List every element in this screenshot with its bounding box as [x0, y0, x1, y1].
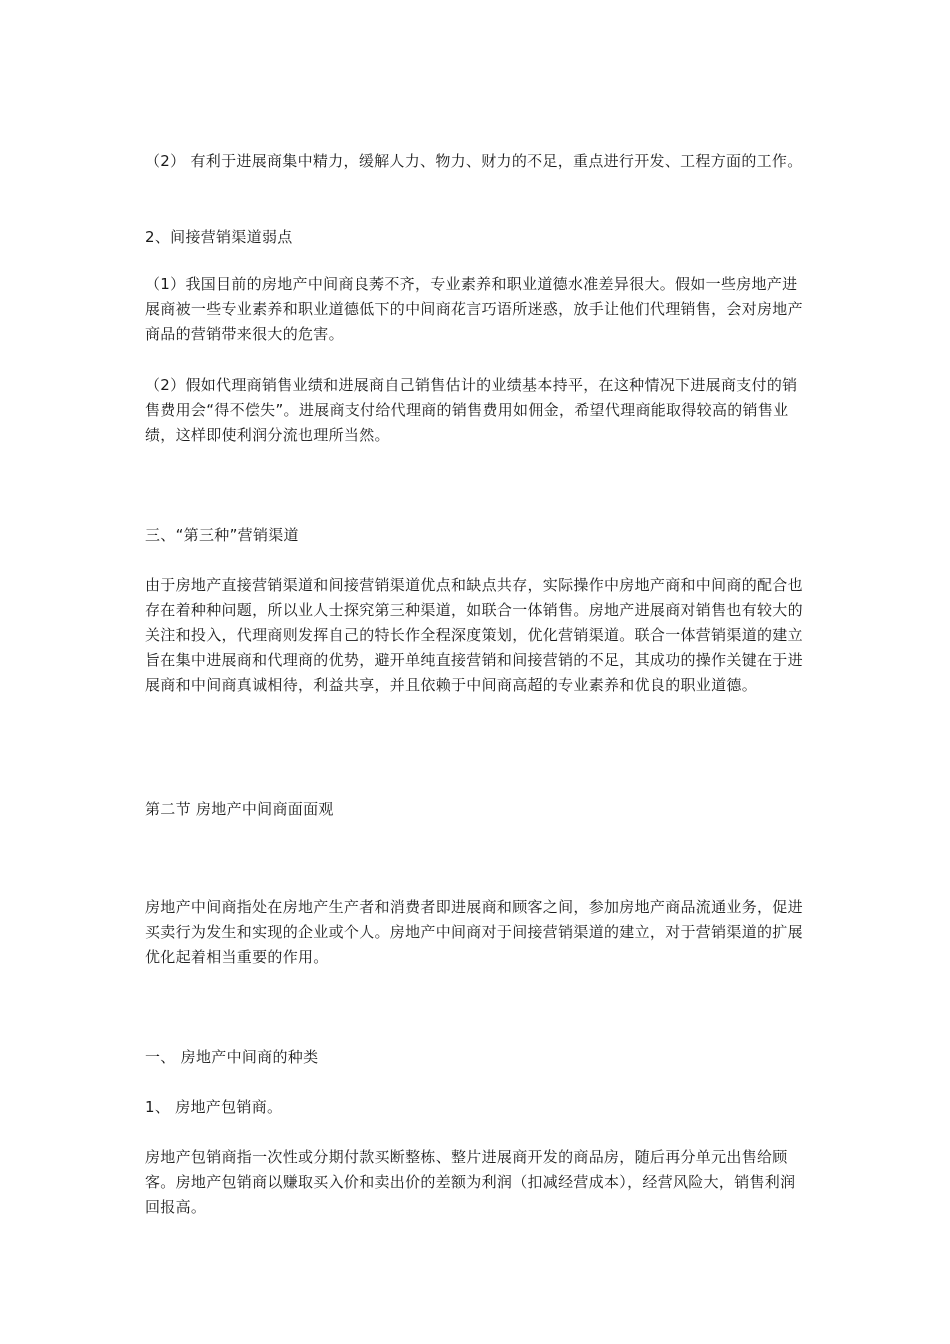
paragraph-package-seller: 房地产包销商指一次性或分期付款买断整栋、整片进展商开发的商品房，随后再分单元出售给顾客。房地产包销商以赚取买入价和卖出价的差额为利润（扣减经营成本），经营风险大，销售利润回报高。 — [145, 1148, 796, 1216]
paragraph-weakness-2: （2）假如代理商销售业绩和进展商自己销售估计的业绩基本持平，在这种情况下进展商支付的销售费用会“得不偿失”。进展商支付给代理商的销售费用如佣金，希望代理商能取得较高的销售业绩，这样即使利润分流也理所当然。 — [145, 376, 798, 444]
heading-third-channel: 三、“第三种”营销渠道 — [145, 526, 299, 544]
heading-indirect-channel-weakness: 2、间接营销渠道弱点 — [145, 228, 293, 246]
heading-section-two: 第二节 房地产中间商面面观 — [145, 800, 334, 818]
paragraph-third-channel: 由于房地产直接营销渠道和间接营销渠道优点和缺点共存，实际操作中房地产商和中间商的配合也存在着种种问题，所以业人士探究第三种渠道，如联合一体销售。房地产进展商对销售也有较大的关注和投入，代理商则发挥自己的特长作全程深度策划，优化营销渠道。联合一体营销渠道的建立旨在集中进展商和代理商的优势，避开单纯直接营销和间接营销的不足，其成功的操作关键在于进展商和中间商真诚相待，利益共享，并且依赖于中间商高超的专业素养和优良的职业道德。 — [145, 576, 803, 694]
heading-package-seller: 1、 房地产包销商。 — [145, 1098, 283, 1116]
paragraph-weakness-1: （1）我国目前的房地产中间商良莠不齐，专业素养和职业道德水准差异很大。假如一些房地产进展商被一些专业素养和职业道德低下的中间商花言巧语所迷惑，放手让他们代理销售，会对房地产商品的营销带来很大的危害。 — [145, 275, 803, 343]
paragraph-intermediary-definition: 房地产中间商指处在房地产生产者和消费者即进展商和顾客之间，参加房地产商品流通业务，促进买卖行为发生和实现的企业或个人。房地产中间商对于间接营销渠道的建立，对于营销渠道的扩展优化起着相当重要的作用。 — [145, 898, 803, 966]
paragraph-advantage-2: （2） 有利于进展商集中精力，缓解人力、物力、财力的不足，重点进行开发、工程方面的工作。 — [145, 152, 803, 170]
heading-intermediary-types: 一、 房地产中间商的种类 — [145, 1048, 319, 1066]
